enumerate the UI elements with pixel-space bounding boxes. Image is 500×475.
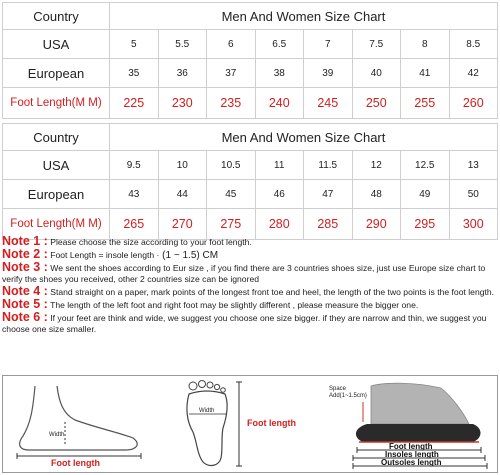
size-chart-table-2 [2,123,498,240]
foot-length-label: Foot Length(M M) [3,88,110,119]
note-label: Note 3 : [2,260,48,274]
note-4 [2,286,498,298]
eu-size: 40 [352,59,401,88]
note-label: Note 6 : [2,310,48,324]
eu-size: 46 [255,180,304,209]
space-add-label: Add(1~1.5cm) [329,393,367,399]
note-label: Note 2 : [2,247,48,261]
foot-length-value: 250 [352,88,401,119]
eu-size: 41 [401,59,450,88]
note-text: Stand straight on a paper, mark points of the longest front toe and heel, the length of the two points is the foot length. [50,287,495,297]
usa-size: 13 [449,151,498,180]
usa-size: 7.5 [352,30,401,59]
note-text: Please choose the size according to your foot length. [50,237,252,247]
usa-size: 11.5 [304,151,353,180]
eu-size: 48 [352,180,401,209]
foot-length-value: 270 [158,209,207,240]
country-header: Country [3,124,110,151]
european-label: European [3,180,110,209]
eu-size: 38 [255,59,304,88]
note-2 [2,249,498,261]
usa-size: 10 [158,151,207,180]
note-text: If your feet are think and wide, we suggest you choose one size bigger. if they are narrow and thin, we suggest you choose one size smaller. [2,313,487,334]
usa-size: 7 [304,30,353,59]
table-row [3,151,498,180]
foot-length-value: 280 [255,209,304,240]
table-row [3,124,498,151]
note-3 [2,262,498,285]
foot-length-value: 265 [110,209,159,240]
eu-size: 43 [110,180,159,209]
usa-label: USA [3,151,110,180]
usa-size: 12.5 [401,151,450,180]
country-header: Country [3,3,110,30]
top-width-label: Width [199,408,215,414]
table-row [3,209,498,240]
eu-size: 50 [449,180,498,209]
foot-length-value: 225 [110,88,159,119]
eu-size: 39 [304,59,353,88]
usa-size: 10.5 [207,151,256,180]
table-row [3,88,498,119]
shoe-insole-diagram [323,378,493,470]
side-foot-length-label: Foot length [51,458,100,468]
size-chart-table-1 [2,2,498,119]
chart-title: Men And Women Size Chart [110,3,498,30]
eu-size: 45 [207,180,256,209]
table-row [3,59,498,88]
note-label: Note 1 : [2,234,48,248]
notes-section [2,236,498,336]
space-label: Space [329,386,347,392]
note-6 [2,312,498,335]
foot-length-value: 245 [304,88,353,119]
eu-size: 36 [158,59,207,88]
usa-size: 5 [110,30,159,59]
usa-size: 5.5 [158,30,207,59]
eu-size: 47 [304,180,353,209]
foot-length-value: 290 [352,209,401,240]
table-row [3,180,498,209]
european-label: European [3,59,110,88]
usa-label: USA [3,30,110,59]
usa-size: 6 [207,30,256,59]
note-text: The length of the left foot and right foot may be slightly different , please measure the bigger one. [50,300,419,310]
usa-size: 8.5 [449,30,498,59]
foot-length-value: 230 [158,88,207,119]
foot-side-view [5,378,155,470]
usa-size: 6.5 [255,30,304,59]
foot-length-value: 235 [207,88,256,119]
note-1 [2,236,498,248]
eu-size: 37 [207,59,256,88]
note-text-extra: (1 ~ 1.5) CM [159,250,219,261]
note-label: Note 5 : [2,297,48,311]
shoe-foot-length-label: Foot length [389,442,433,451]
table-row [3,3,498,30]
foot-length-value: 285 [304,209,353,240]
foot-length-value: 240 [255,88,304,119]
usa-size: 9.5 [110,151,159,180]
usa-size: 11 [255,151,304,180]
side-width-label: Width [49,432,65,438]
top-foot-length-label: Foot length [247,418,296,428]
note-5 [2,299,498,311]
foot-length-value: 260 [449,88,498,119]
table-row [3,30,498,59]
shoe-outsoles-length-label: Outsoles length [381,458,442,467]
shoe-insoles-length-label: Insoles length [385,450,439,459]
usa-size: 12 [352,151,401,180]
foot-length-label: Foot Length(M M) [3,209,110,240]
eu-size: 35 [110,59,159,88]
foot-top-view [173,378,313,470]
note-text: Foot Length = insole length · [50,250,160,260]
usa-size: 8 [401,30,450,59]
foot-length-value: 275 [207,209,256,240]
note-label: Note 4 : [2,284,48,298]
eu-size: 42 [449,59,498,88]
eu-size: 49 [401,180,450,209]
note-text: We sent the shoes according to Eur size , if you find there are 3 countries shoes size, just use Europe size chart to verify the shoes you received, other 2 countries size can be ignored [2,263,486,284]
eu-size: 44 [158,180,207,209]
foot-length-value: 295 [401,209,450,240]
foot-length-value: 255 [401,88,450,119]
measurement-illustrations [2,375,498,473]
foot-length-value: 300 [449,209,498,240]
chart-title: Men And Women Size Chart [110,124,498,151]
foot-side-icon [5,378,155,470]
